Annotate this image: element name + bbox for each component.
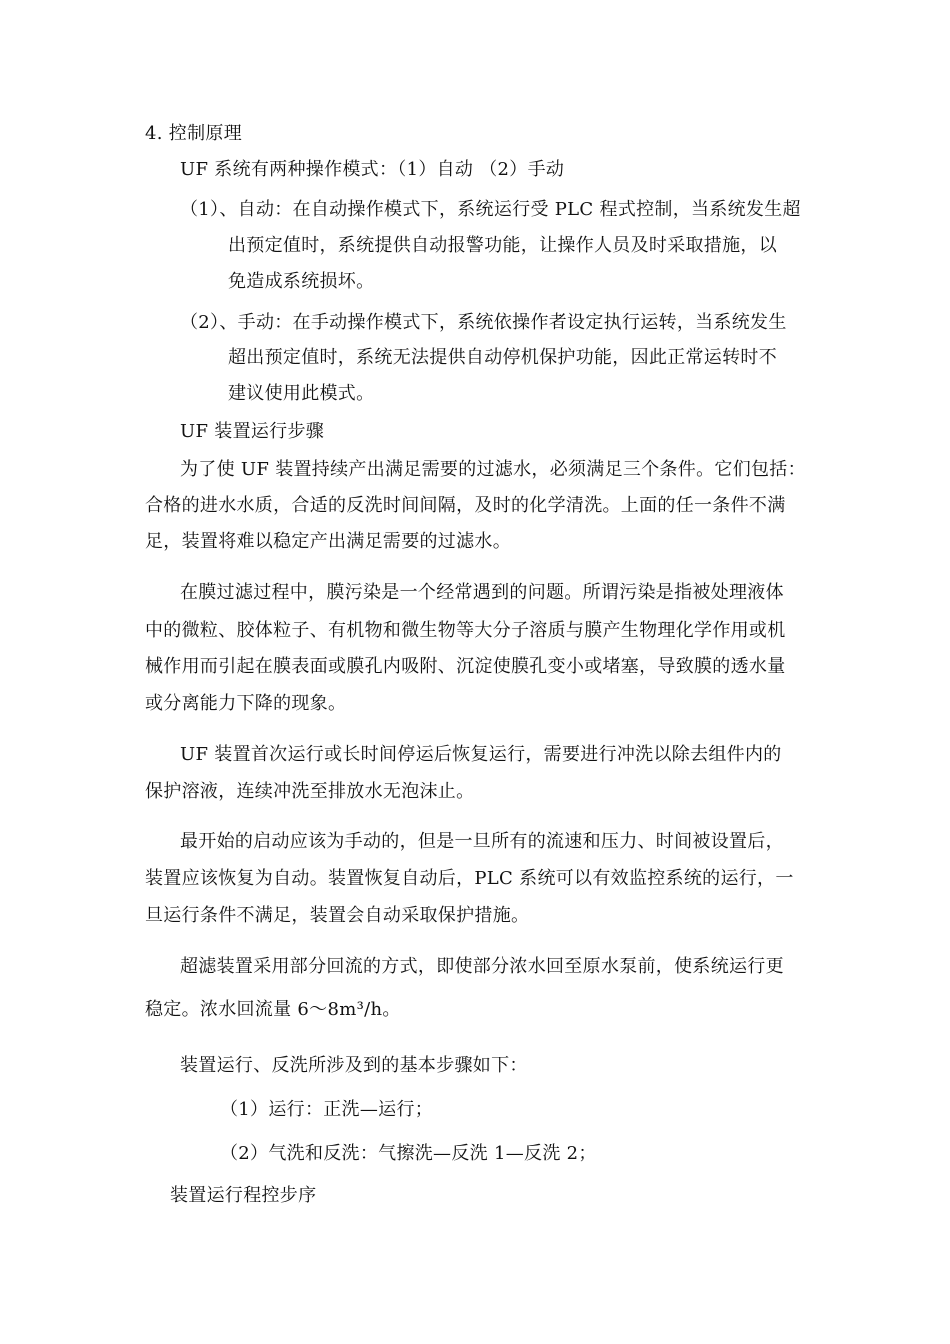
- para4-line-3: 旦运行条件不满足，装置会自动采取保护措施。: [145, 905, 530, 926]
- program-heading: 装置运行程控步序: [170, 1185, 317, 1206]
- mode-manual-line-1: （2）、手动：在手动操作模式下，系统依操作者设定执行运转，当系统发生: [180, 312, 787, 333]
- para2-line-3: 械作用而引起在膜表面或膜孔内吸附、沉淀使膜孔变小或堵塞，导致膜的透水量: [145, 656, 786, 677]
- para1-line-3: 足，装置将难以稳定产出满足需要的过滤水。: [145, 531, 511, 552]
- mode-manual-line-3: 建议使用此模式。: [228, 383, 375, 404]
- para2-line-4: 或分离能力下降的现象。: [145, 693, 347, 714]
- para5-line-2: 稳定。浓水回流量 6～8m³/h。: [145, 999, 401, 1020]
- mode-auto-line-3: 免造成系统损坏。: [228, 271, 375, 292]
- para2-line-2: 中的微粒、胶体粒子、有机物和微生物等大分子溶质与膜产生物理化学作用或机: [145, 620, 786, 641]
- basic-steps-intro: 装置运行、反洗所涉及到的基本步骤如下：: [180, 1055, 528, 1076]
- section-heading: 4. 控制原理: [145, 123, 242, 144]
- para2-line-1: 在膜过滤过程中，膜污染是一个经常遇到的问题。所谓污染是指被处理液体: [180, 582, 784, 603]
- step-2: （2）气洗和反洗：气擦洗—反洗 1—反洗 2；: [220, 1143, 597, 1164]
- steps-heading: UF 装置运行步骤: [180, 421, 325, 442]
- mode-auto-line-2: 出预定值时，系统提供自动报警功能，让操作人员及时采取措施，以: [228, 235, 777, 256]
- para4-line-1: 最开始的启动应该为手动的，但是一旦所有的流速和压力、时间被设置后，: [180, 831, 784, 852]
- mode-manual-line-2: 超出预定值时，系统无法提供自动停机保护功能，因此正常运转时不: [228, 347, 777, 368]
- para3-line-2: 保护溶液，连续冲洗至排放水无泡沫止。: [145, 781, 475, 802]
- para1-line-1: 为了使 UF 装置持续产出满足需要的过滤水，必须满足三个条件。它们包括：: [180, 459, 806, 480]
- step-1: （1）运行：正洗—运行；: [220, 1099, 434, 1120]
- para5-line-1: 超滤装置采用部分回流的方式，即使部分浓水回至原水泵前，使系统运行更: [180, 956, 784, 977]
- modes-intro: UF 系统有两种操作模式：（1）自动 （2）手动: [180, 159, 565, 180]
- para4-line-2: 装置应该恢复为自动。装置恢复自动后，PLC 系统可以有效监控系统的运行，一: [145, 868, 794, 889]
- para3-line-1: UF 装置首次运行或长时间停运后恢复运行，需要进行冲洗以除去组件内的: [180, 744, 782, 765]
- mode-auto-line-1: （1）、自动：在自动操作模式下，系统运行受 PLC 程式控制，当系统发生超: [180, 199, 801, 220]
- para1-line-2: 合格的进水水质，合适的反洗时间间隔，及时的化学清洗。上面的任一条件不满: [145, 495, 786, 516]
